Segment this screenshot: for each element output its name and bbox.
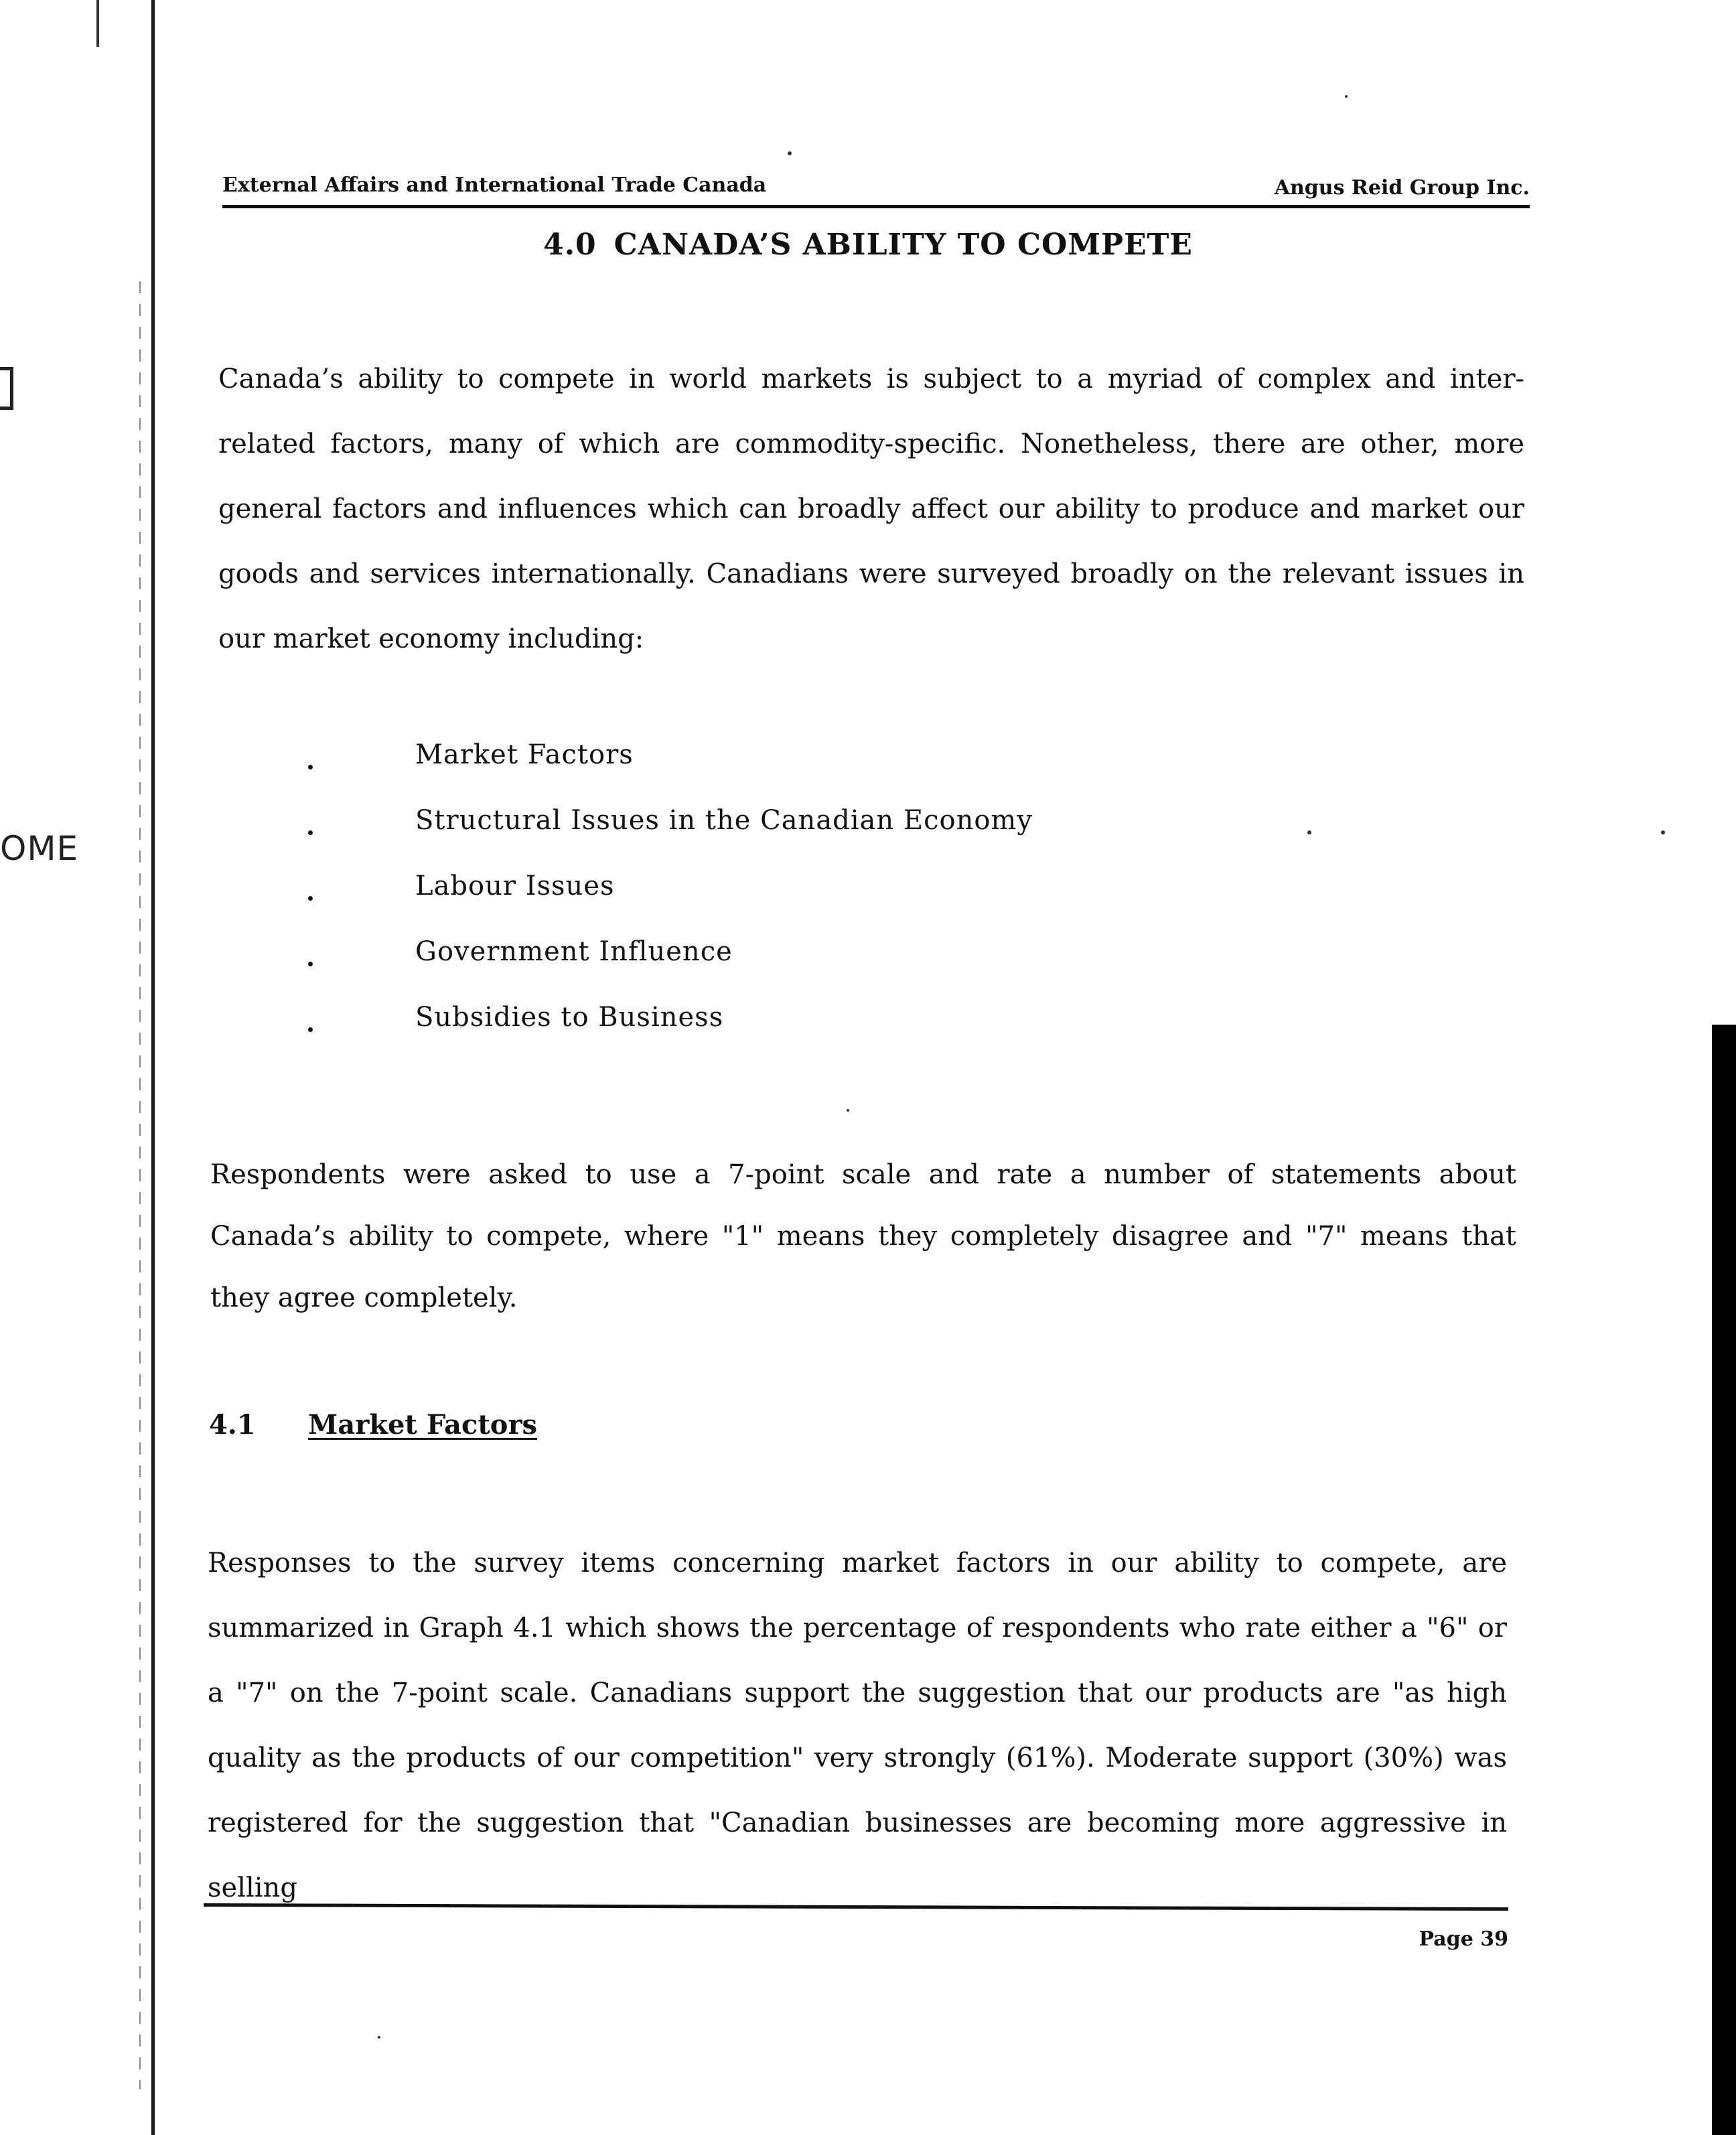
header-organization: External Affairs and International Trade Canada [222,173,767,197]
bullet-dot [308,896,313,901]
section-title: CANADA’S ABILITY TO COMPETE [613,228,1193,262]
list-item-text: Market Factors [415,739,634,770]
scan-mark [96,0,99,47]
bullet-dot [308,830,313,835]
page-number: Page 39 [1419,1927,1508,1951]
bullet-dot [308,962,313,966]
bullet-dot [308,765,313,769]
section-heading [0,228,1736,262]
speck [847,1109,849,1112]
right-scan-shadow [1712,1025,1736,2135]
header-author: Angus Reid Group Inc. [1274,176,1530,200]
subsection-number: 4.1 [209,1409,256,1441]
binder-edge [151,0,155,2135]
list-item-text: Government Influence [415,936,733,967]
edge-bracket [0,367,13,410]
speck [378,2036,380,2039]
list-item-text: Structural Issues in the Canadian Economy [415,805,1033,836]
scale-paragraph: Respondents were asked to use a 7-point scale and rate a number of statements about Canada’s ability to compete, where "1" means they completely disagree and "7" means that they agree completely. [210,1159,1516,1313]
speck [1307,830,1311,834]
market-paragraph: Responses to the survey items concerning market factors in our ability to compete, are summarized in Graph 4.1 which shows the percentage of respondents who rate either a "6" or a "7" on the 7-point scale. Canadians support the suggestion that our products are "as high quality as the products of our competition" very strongly (61%). Moderate support (30%) was registered for the suggestion that "Canadian businesses are becoming more aggressive in selling [208,1548,1507,1903]
intro-paragraph: Canada’s ability to compete in world markets is subject to a myriad of complex and inter-related factors, many of which are commodity-specific. Nonetheless, there are other, more general factors and influences which can broadly affect our ability to produce and market our goods and services internationally. Canadians were surveyed broadly on the relevant issues in our market economy including: [218,364,1524,654]
speck [1661,830,1665,834]
list-item-text: Labour Issues [415,871,615,901]
list-item-text: Subsidies to Business [415,1002,724,1033]
running-header [222,163,1530,208]
section-number: 4.0 [543,228,597,262]
binder-dashes [139,281,141,2089]
bullet-dot [308,1027,313,1032]
edge-fragment-text: OME [0,829,79,868]
speck [1345,95,1348,98]
subsection-title: Market Factors [308,1409,538,1441]
speck [788,151,792,155]
subsection-heading [209,1409,537,1441]
